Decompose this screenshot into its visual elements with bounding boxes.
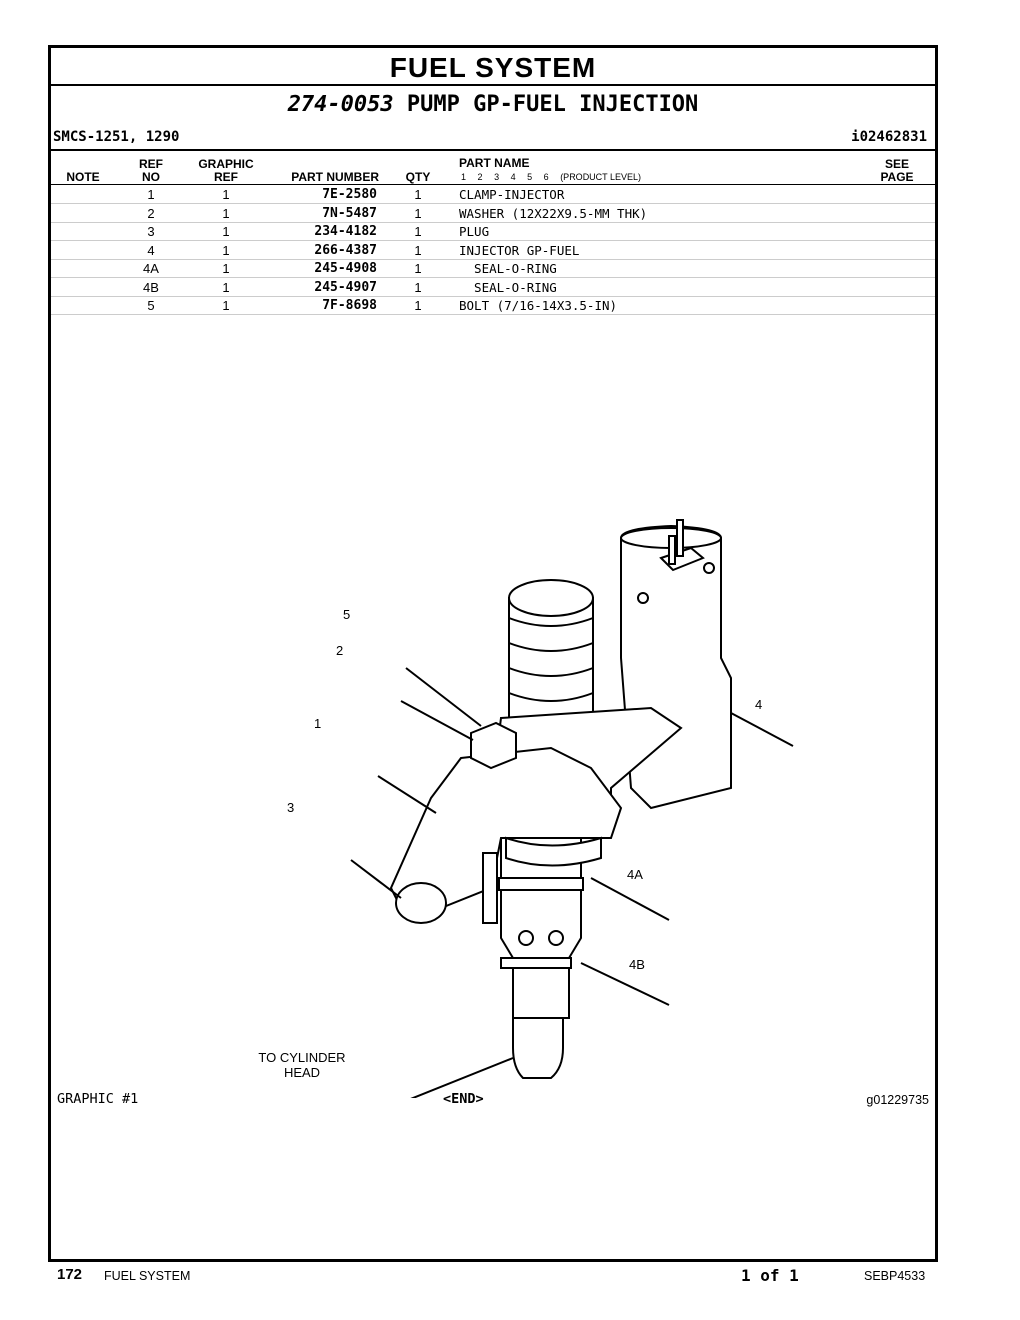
ref-no: 4: [147, 242, 155, 258]
col-graphic-bottom: REF: [214, 170, 238, 184]
callout-2: 2: [336, 643, 344, 658]
level-3: 3: [494, 172, 500, 182]
col-graphic-top: GRAPHIC: [198, 157, 254, 171]
part-number: 266-4387: [314, 242, 377, 258]
group-title: [51, 92, 935, 117]
callout-cylinder-line2: HEAD: [283, 1065, 321, 1080]
level-2: 2: [477, 172, 483, 182]
quantity: 1: [414, 242, 422, 258]
part-number: 234-4182: [314, 224, 377, 239]
page-frame: [48, 45, 938, 1262]
illustration-id: i02462831: [851, 129, 927, 145]
section-title: FUEL SYSTEM: [389, 52, 597, 83]
group-part-number: 274-0053: [287, 92, 394, 117]
seal-groove-4b: [501, 958, 571, 968]
table-row: [51, 296, 935, 315]
callout-4b: 4B: [629, 957, 645, 972]
part-number: 7E-2580: [322, 187, 377, 202]
header-divider: [51, 149, 935, 151]
level-1: 1: [461, 172, 467, 182]
callout-4: 4: [755, 697, 763, 712]
graphic-ref: 1: [222, 242, 230, 258]
graphic-id: g01229735: [866, 1093, 929, 1107]
part-name: SEAL-O-RING: [459, 279, 557, 295]
level-4: 4: [510, 172, 516, 182]
part-number: 245-4907: [314, 279, 377, 295]
plug: [396, 883, 446, 923]
title-divider: [51, 84, 935, 86]
ref-no: 4B: [143, 279, 159, 295]
part-number: 245-4908: [314, 261, 377, 276]
nozzle-tip: [513, 1018, 563, 1078]
part-name: WASHER (12X22X9.5-MM THK): [459, 205, 648, 221]
part-name: CLAMP-INJECTOR: [459, 187, 565, 202]
quantity: 1: [414, 261, 422, 276]
quantity: 1: [414, 205, 422, 221]
quantity: 1: [414, 298, 422, 313]
col-qty: QTY: [405, 170, 431, 184]
col-part-number: PART NUMBER: [291, 170, 379, 184]
callout-cylinder-head: [247, 1050, 357, 1080]
col-part-name: PART NAME: [459, 156, 530, 170]
col-graphic: [187, 158, 265, 184]
smcs-code: SMCS-1251, 1290: [53, 129, 180, 145]
product-levels: [461, 172, 641, 182]
graphic-ref: 1: [222, 205, 230, 221]
product-level-label: (PRODUCT LEVEL): [560, 172, 642, 182]
footer-page-count: 1 of 1: [741, 1266, 799, 1285]
quantity: 1: [414, 224, 422, 239]
table-row: [51, 259, 935, 278]
graphic-ref: 1: [222, 187, 230, 202]
seal-groove-4a: [499, 878, 583, 890]
ref-no: 3: [147, 224, 155, 239]
table-row: [51, 278, 935, 297]
col-see-top: SEE: [884, 157, 909, 171]
table-row: [51, 185, 935, 204]
col-see-bottom: PAGE: [880, 170, 914, 184]
part-number: 7F-8698: [322, 298, 377, 313]
level-6: 6: [543, 172, 549, 182]
graphic-ref: 1: [222, 261, 230, 276]
callout-5: 5: [343, 607, 351, 622]
ref-no: 2: [147, 205, 155, 221]
callout-4a: 4A: [627, 867, 643, 882]
injector-illustration: [251, 458, 811, 1098]
part-name: PLUG: [459, 224, 490, 239]
callout-1: 1: [314, 716, 322, 731]
ref-no: 5: [147, 298, 155, 313]
footer-section: FUEL SYSTEM: [104, 1269, 191, 1283]
col-note: NOTE: [66, 170, 100, 184]
part-number: 7N-5487: [322, 205, 377, 221]
group-part-name: PUMP GP-FUEL INJECTION: [406, 92, 699, 117]
part-name: SEAL-O-RING: [459, 261, 557, 276]
quantity: 1: [414, 187, 422, 202]
graphic-end-marker: <END>: [443, 1091, 484, 1107]
col-ref-top: REF: [139, 157, 163, 171]
level-5: 5: [527, 172, 533, 182]
col-ref: [131, 158, 171, 184]
graphic-ref: 1: [222, 298, 230, 313]
part-name: INJECTOR GP-FUEL: [459, 242, 580, 258]
table-row: [51, 222, 935, 241]
part-name: BOLT (7/16-14X3.5-IN): [459, 298, 618, 313]
ref-no: 4A: [143, 261, 159, 276]
ref-no: 1: [147, 187, 155, 202]
bolt-shank: [483, 853, 497, 923]
footer-page-number: 172: [57, 1266, 83, 1283]
col-see-page: [873, 158, 921, 184]
footer-document-id: SEBP4533: [864, 1269, 926, 1283]
callout-3: 3: [287, 800, 295, 815]
callout-cylinder-line1: TO CYLINDER: [258, 1050, 346, 1065]
bolt-head: [471, 723, 516, 768]
graphic-label: GRAPHIC #1: [57, 1091, 139, 1107]
graphic-ref: 1: [222, 279, 230, 295]
table-row: [51, 241, 935, 260]
graphic-ref: 1: [222, 224, 230, 239]
table-row: [51, 204, 935, 223]
col-ref-bottom: NO: [142, 170, 160, 184]
quantity: 1: [414, 279, 422, 295]
